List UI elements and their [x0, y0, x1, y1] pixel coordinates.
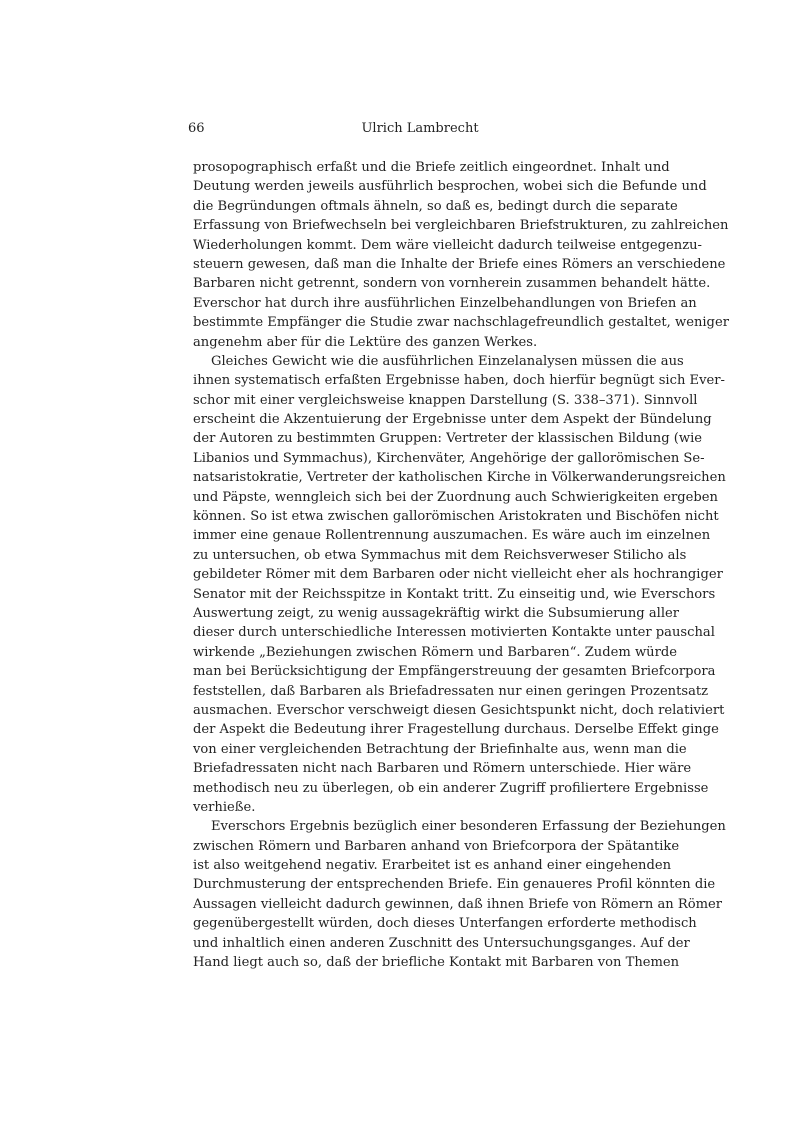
text-line: Everschors Ergebnis bezüglich einer besonderen Erfassung der Beziehungen	[211, 819, 726, 835]
text-line: Erfassung von Briefwechseln bei vergleichbaren Briefstrukturen, zu zahlreichen	[193, 218, 729, 234]
text-line: steuern gewesen, daß man die Inhalte der Briefe eines Römers an verschiedene	[193, 256, 726, 272]
text-line: ihnen systematisch erfaßten Ergebnisse haben, doch hierfür begnügt sich Ever-	[193, 373, 725, 389]
text-line: man bei Berücksichtigung der Empfängerstreuung der gesamten Briefcorpora	[193, 664, 716, 680]
text-line: Wiederholungen kommt. Dem wäre vielleicht dadurch teilweise entgegenzu-	[193, 237, 702, 253]
text-line: Deutung werden jeweils ausführlich besprochen, wobei sich die Befunde und	[193, 179, 707, 195]
text-line: Hand liegt auch so, daß der briefliche Kontakt mit Barbaren von Themen	[193, 955, 680, 971]
text-line: Everschor hat durch ihre ausführlichen Einzelbehandlungen von Briefen an	[193, 295, 697, 311]
text-line: bestimmte Empfänger die Studie zwar nachschlagefreundlich gestaltet, weniger	[193, 315, 729, 331]
text-line: Auswertung zeigt, zu wenig aussagekräftig wirkt die Subsumierung aller	[193, 605, 680, 621]
text-line: der Autoren zu bestimmten Gruppen: Vertreter der klassischen Bildung (wie	[193, 431, 703, 447]
text-line: angenehm aber für die Lektüre des ganzen Werkes.	[193, 334, 538, 350]
text-line: Gleiches Gewicht wie die ausführlichen Einzelanalysen müssen die aus	[211, 353, 684, 369]
body-text	[193, 158, 729, 972]
text-line: der Aspekt die Bedeutung ihrer Fragestellung durchaus. Derselbe Effekt ginge	[193, 722, 719, 738]
text-line: Barbaren nicht getrennt, sondern von vornherein zusammen behandelt hätte.	[193, 276, 711, 292]
text-line: Senator mit der Reichsspitze in Kontakt tritt. Zu einseitig und, wie Everschors	[193, 586, 716, 602]
text-line: Libanios und Symmachus), Kirchenväter, Angehörige der gallorömischen Se-	[193, 450, 705, 466]
text-line: von einer vergleichenden Betrachtung der Briefinhalte aus, wenn man die	[193, 741, 687, 757]
text-line: prosopographisch erfaßt und die Briefe zeitlich eingeordnet. Inhalt und	[193, 160, 670, 175]
text-line: Durchmusterung der entsprechenden Briefe. Ein genaueres Profil könnten die	[193, 877, 716, 893]
text-line: und Päpste, wenngleich sich bei der Zuordnung auch Schwierigkeiten ergeben	[193, 489, 718, 505]
text-line: ist also weitgehend negativ. Erarbeitet ist es anhand einer eingehenden	[193, 858, 672, 874]
text-line: verhieße.	[193, 799, 256, 815]
text-line: natsaristokratie, Vertreter der katholischen Kirche in Völkerwanderungsreichen	[193, 470, 726, 486]
text-line: können. So ist etwa zwischen gallorömischen Aristokraten und Bischöfen nicht	[193, 509, 719, 525]
text-line: gebildeter Römer mit dem Barbaren oder nicht vielleicht eher als hochrangiger	[193, 567, 723, 583]
text-line: zu untersuchen, ob etwa Symmachus mit dem Reichsverweser Stilicho als	[193, 547, 687, 563]
text-line: immer eine genaue Rollentrennung auszumachen. Es wäre auch im einzelnen	[193, 528, 711, 544]
text-line: methodisch neu zu überlegen, ob ein anderer Zugriff profiliertere Ergebnisse	[193, 780, 709, 796]
text-line: feststellen, daß Barbaren als Briefadressaten nur einen geringen Prozentsatz	[193, 683, 709, 699]
text-line: dieser durch unterschiedliche Interessen motivierten Kontakte unter pauschal	[193, 625, 715, 641]
text-line: Aussagen vielleicht dadurch gewinnen, daß ihnen Briefe von Römern an Römer	[193, 896, 723, 912]
text-line: ausmachen. Everschor verschweigt diesen Gesichtspunkt nicht, doch relativiert	[193, 702, 725, 718]
page-header	[188, 119, 652, 139]
text-line: Briefadressaten nicht nach Barbaren und Römern unterschiede. Hier wäre	[193, 761, 692, 777]
text-line: erscheint die Akzentuierung der Ergebnisse unter dem Aspekt der Bündelung	[193, 412, 712, 428]
text-line: schor mit einer vergleichsweise knappen Darstellung (S. 338–371). Sinnvoll	[193, 392, 698, 408]
text-line: wirkende „Beziehungen zwischen Römern und Barbaren“. Zudem würde	[193, 644, 677, 660]
text-line: die Begründungen oftmals ähneln, so daß es, bedingt durch die separate	[193, 198, 678, 214]
running-head: Ulrich Lambrecht	[361, 121, 479, 136]
text-line: gegenübergestellt würden, doch dieses Unterfangen erforderte methodisch	[193, 916, 697, 932]
page-number: 66	[188, 121, 205, 136]
text-line: und inhaltlich einen anderen Zuschnitt des Untersuchungsganges. Auf der	[193, 935, 690, 951]
text-line: zwischen Römern und Barbaren anhand von Briefcorpora der Spätantike	[193, 838, 680, 854]
